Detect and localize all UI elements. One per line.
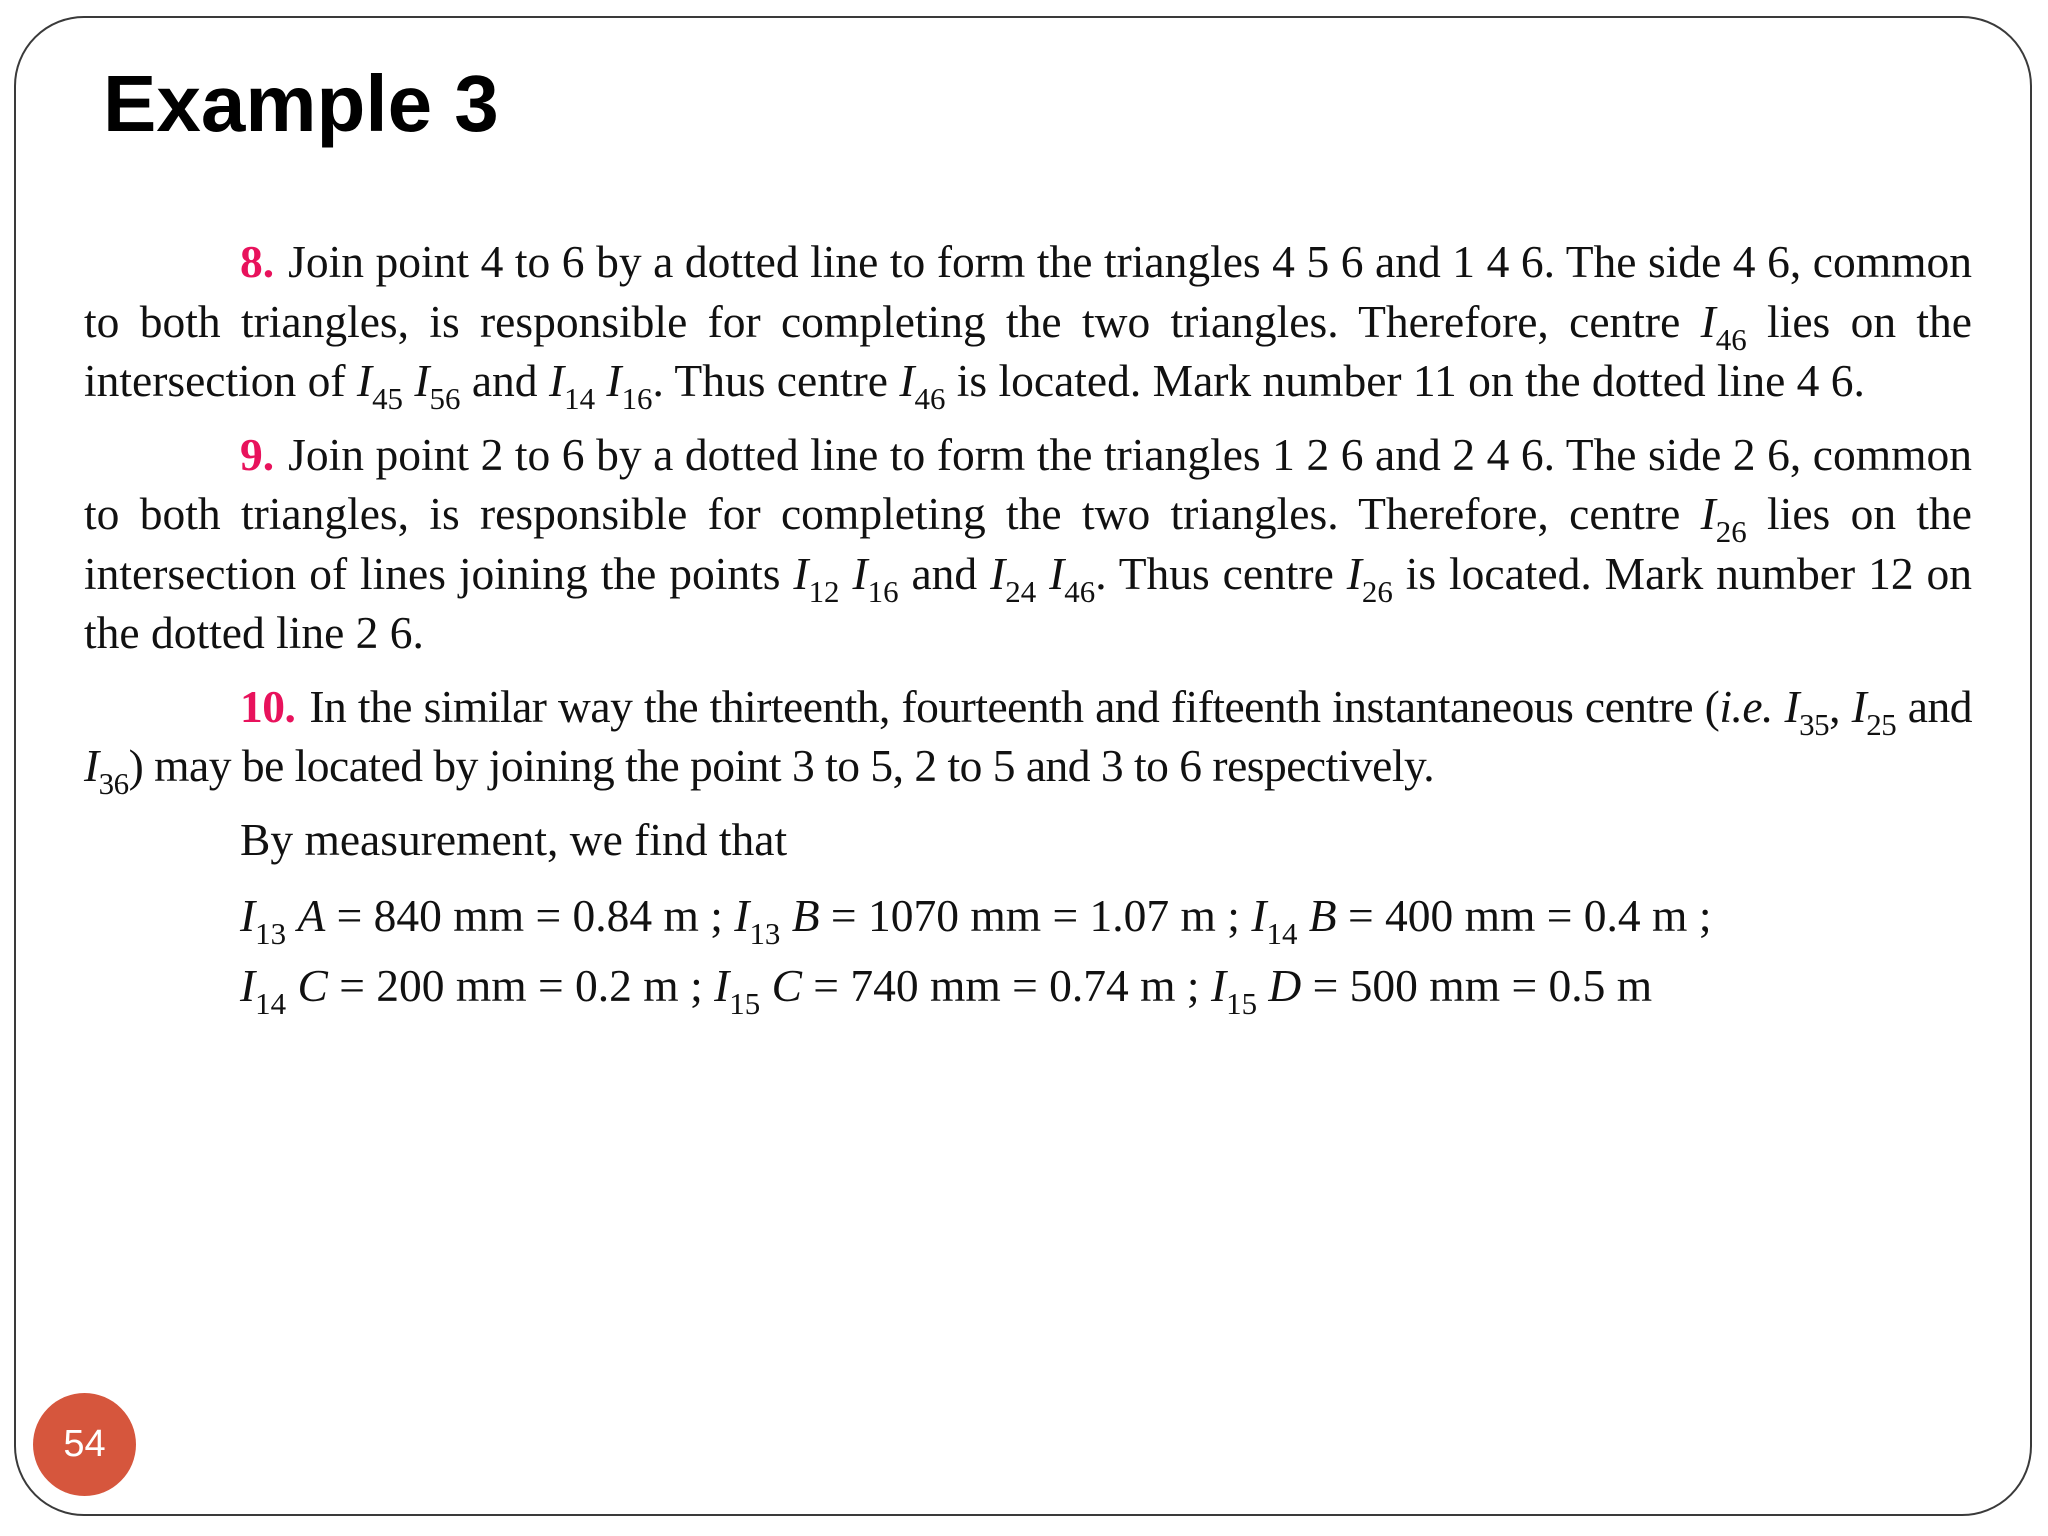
step-9-text-3: and [898,547,991,599]
subscript: 15 [729,985,761,1021]
var-I: I [1049,547,1065,599]
var-I: I [240,890,256,941]
subscript: 13 [749,915,781,951]
subscript: 56 [429,380,461,416]
step-8-text-5: is located. Mark number 11 on the dotted line 4 6. [945,355,1865,406]
point-label: D [1268,960,1302,1011]
var-I: I [84,740,99,791]
point-label: B [1308,890,1337,941]
subscript: 25 [1866,706,1897,742]
step-9-text-4: . Thus centre [1095,547,1347,599]
var-I: I [414,355,430,406]
step-8-text-2: lies on the intersection of [84,295,1972,406]
var-I: I [1851,680,1867,732]
step-10-text-3: , [1829,680,1852,732]
var-I: I [990,547,1006,599]
step-10-text-1: In the similar way the thirteenth, fourteenth and fifteenth instantaneous centre ( [309,680,1720,732]
step-8-number: 8. [240,236,275,287]
var-I: I [852,547,868,599]
subscript: 45 [372,380,404,416]
point-label: C [771,960,802,1011]
measurement-value: = 740 mm = 0.74 m ; [801,960,1211,1011]
slide-title: Example 3 [103,59,499,148]
measurement-value: = 200 mm = 0.2 m ; [327,960,715,1011]
step-9-text-2: lies on the intersection of lines joining the points [84,488,1972,599]
var-I: I [1700,488,1716,539]
ie-abbreviation: i.e. [1719,680,1773,732]
slide-content [84,232,1972,1021]
var-I: I [356,355,373,406]
subscript: 12 [808,573,840,609]
step-10-text-4: and [1896,680,1972,732]
step-8-paragraph [84,232,1972,416]
var-I: I [1346,547,1362,599]
var-I: I [1700,295,1716,347]
subscript: 26 [1715,513,1747,549]
subscript: 16 [621,380,653,416]
var-I: I [240,960,256,1011]
subscript: 13 [255,915,287,951]
page-number-badge [33,1393,136,1496]
var-I: I [606,355,622,406]
measurement-line-1 [84,881,1972,951]
measurement-value: = 1070 mm = 1.07 m ; [819,890,1252,941]
step-9-number: 9. [240,428,275,480]
point-label: C [297,960,328,1011]
step-8-text-1: Join point 4 to 6 by a dotted line to form the triangles 4 5 6 and 1 4 6. The side 4 6, common to both triangles, is responsible for completing the two triangles. Therefore, centre [84,236,1972,347]
subscript: 24 [1005,573,1037,609]
step-9-text-5: is located. Mark number 12 on the dotted line 2 6. [84,547,1973,658]
subscript: 16 [867,573,899,609]
var-I: I [714,960,730,1011]
var-I: I [548,355,565,406]
subscript: 26 [1361,573,1393,609]
step-10-text-2 [1773,681,1785,732]
measurement-value: = 500 mm = 0.5 m [1301,960,1653,1011]
step-8-text-3: and [460,355,549,406]
subscript: 14 [1266,915,1298,951]
measurement-intro: By measurement, we find that [240,813,788,865]
step-9-text-1: Join point 2 to 6 by a dotted line to form the triangles 1 2 6 and 2 4 6. The side 2 6, common to both triangles, is responsible for completing the two triangles. Therefore, centre [84,428,1972,539]
step-8-text-4: . Thus centre [652,355,900,406]
step-10-number: 10. [240,680,296,732]
measurement-line-2 [84,951,1972,1021]
subscript: 15 [1226,985,1258,1021]
var-I: I [734,890,750,941]
measurement-value: = 400 mm = 0.4 m ; [1336,890,1712,941]
step-10-text-5: ) may be located by joining the point 3 to 5, 2 to 5 and 3 to 6 respectively. [128,740,1435,791]
var-I: I [793,547,809,599]
subscript: 35 [1799,706,1830,742]
step-9-paragraph [84,425,1972,663]
subscript: 14 [255,985,287,1021]
subscript: 46 [1715,321,1747,357]
page-number: 54 [63,1423,106,1465]
subscript: 46 [1064,573,1096,609]
var-I: I [899,355,915,406]
var-I: I [1251,890,1267,941]
point-label: A [297,890,326,941]
step-10-paragraph [84,677,1972,801]
subscript: 36 [98,765,129,801]
var-I: I [1784,680,1800,732]
subscript: 46 [914,380,946,416]
subscript: 14 [564,380,596,416]
point-label: B [791,890,820,941]
measurement-value: = 840 mm = 0.84 m ; [325,890,735,941]
var-I: I [1210,960,1227,1011]
